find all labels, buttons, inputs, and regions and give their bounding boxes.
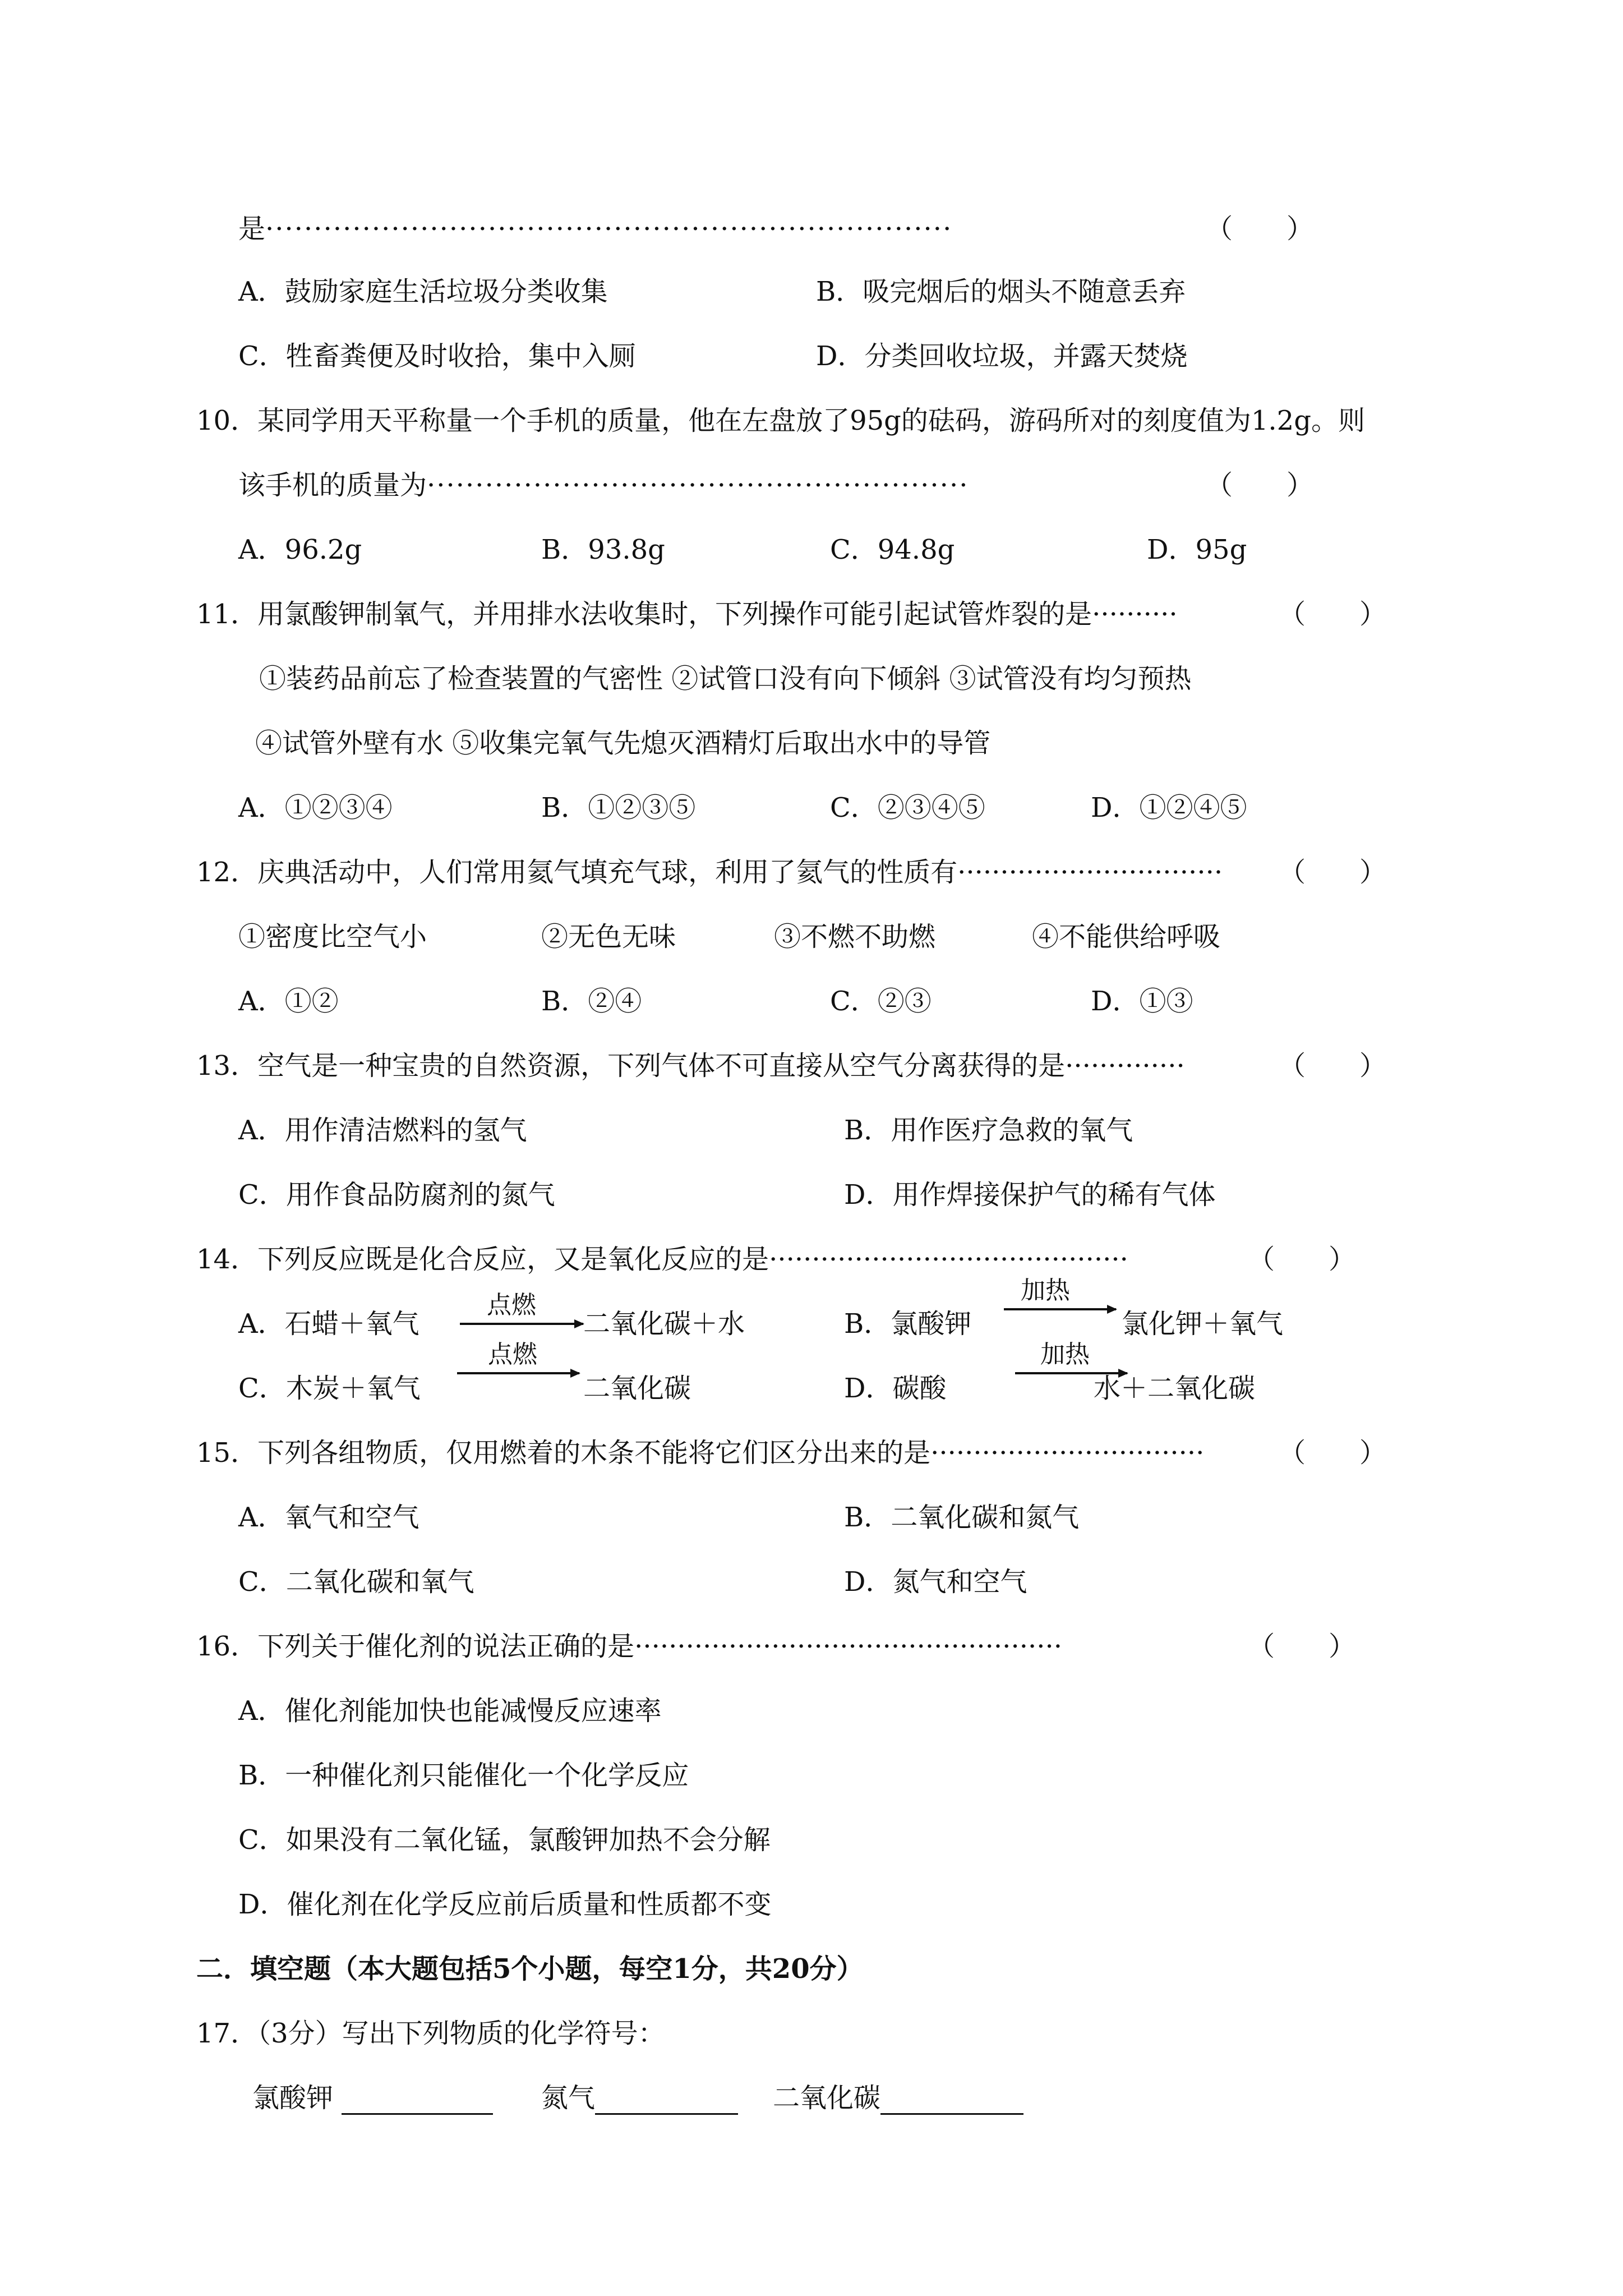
q10-option-c: C．94.8g: [830, 534, 955, 565]
q17-blank-1: [252, 2081, 493, 2115]
q10-stem-line1: 10．某同学用天平称量一个手机的质量，他在左盘放了95g的砝码，游码所对的刻度值为1.2g。则: [196, 405, 1365, 436]
q14-bracket: （ ）: [1248, 1244, 1356, 1275]
q14-a-reactants: 石蜡＋氧气: [284, 1308, 419, 1340]
leader-dots: ························································: [427, 470, 969, 501]
q10-stem-text: 该手机的质量为: [238, 470, 427, 501]
q11-option-c: C．②③④⑤: [830, 792, 985, 823]
q10-option-d: D．95g: [1147, 534, 1247, 565]
q14-c-condition: 点燃: [488, 1340, 537, 1369]
leader-dots: ··········: [1092, 599, 1178, 630]
q17-blank-1-label: 氯酸钾: [252, 2082, 334, 2114]
q11-stem-text: 11．用氯酸钾制氧气，并用排水法收集时，下列操作可能引起试管炸裂的是: [196, 599, 1092, 630]
q17-blank-2: [541, 2081, 738, 2115]
q17-blank-3-label: 二氧化碳: [773, 2082, 881, 2114]
q10-option-a: A．96.2g: [238, 534, 362, 565]
arrow-icon: [457, 1341, 586, 1386]
q14-c-reactants: 木炭＋氧气: [285, 1373, 421, 1404]
q13-option-b: B．用作医疗急救的氧气: [844, 1115, 1133, 1146]
q17-answer-line-2[interactable]: [595, 2085, 738, 2115]
leader-dots: ·······································································: [265, 213, 953, 245]
q17-blank-3: [773, 2081, 1023, 2115]
q12-option-b: B．②④: [541, 986, 642, 1017]
q10-option-b: B．93.8g: [541, 534, 665, 565]
q14-a-products: 二氧化碳＋水: [583, 1308, 745, 1340]
q15-option-a: A．氧气和空气: [238, 1502, 419, 1533]
q9-option-b: B．吸完烟后的烟头不随意丢弃: [816, 276, 1186, 307]
q15-stem-text: 15．下列各组物质，仅用燃着的木条不能将它们区分出来的是: [196, 1437, 931, 1469]
q9-option-c: C．牲畜粪便及时收拾，集中入厕: [238, 341, 636, 372]
q14-c-label: C．: [238, 1373, 286, 1404]
q10-bracket: （ ）: [1206, 470, 1314, 501]
q14-option-d: [844, 1372, 947, 1405]
q16-bracket: （ ）: [1248, 1631, 1356, 1662]
q12-bracket: （ ）: [1279, 857, 1387, 888]
q13-option-a: A．用作清洁燃料的氢气: [238, 1115, 527, 1146]
q15-option-c: C．二氧化碳和氧气: [238, 1566, 474, 1598]
q15-stem: [196, 1436, 1204, 1470]
q12-stem: [196, 855, 1223, 889]
q14-d-condition: 加热: [1040, 1340, 1090, 1369]
q14-stem: [196, 1243, 1128, 1276]
q16-option-d: D．催化剂在化学反应前后质量和性质都不变: [238, 1889, 772, 1920]
q13-bracket: （ ）: [1279, 1050, 1387, 1082]
q12-option-c: C．②③: [830, 986, 932, 1017]
q11-option-b: B．①②③⑤: [541, 792, 696, 823]
q14-option-c: [238, 1372, 421, 1405]
q17-stem: 17．（3分）写出下列物质的化学符号：: [196, 2018, 665, 2049]
q13-option-d: D．用作焊接保护气的稀有气体: [844, 1179, 1216, 1211]
q14-a-condition: 点燃: [487, 1291, 536, 1319]
q12-prop-3: ③不燃不助燃: [774, 921, 936, 953]
q12-prop-1: ①密度比空气小: [238, 921, 427, 953]
q11-bracket: （ ）: [1279, 599, 1387, 630]
q14-b-condition: 加热: [1021, 1276, 1070, 1305]
q14-d-products: 水＋二氧化碳: [1094, 1373, 1256, 1404]
q14-b-products: 氯化钾＋氧气: [1122, 1308, 1284, 1340]
section2-title: 二．填空题（本大题包括5个小题，每空1分，共20分）: [196, 1953, 864, 1985]
q14-b-reactants: 氯酸钾: [891, 1308, 972, 1340]
leader-dots: ··············: [1065, 1050, 1185, 1082]
q17-answer-line-3[interactable]: [880, 2085, 1023, 2115]
q14-b-label: B．: [844, 1308, 891, 1340]
q12-option-d: D．①③: [1091, 986, 1193, 1017]
q14-c-products: 二氧化碳: [583, 1373, 691, 1404]
leader-dots: ·······························: [957, 857, 1223, 888]
q13-stem: [196, 1049, 1185, 1083]
leader-dots: ··················································: [634, 1631, 1062, 1662]
q16-option-a: A．催化剂能加快也能减慢反应速率: [238, 1695, 662, 1727]
q17-blank-2-label: 氮气: [541, 2082, 596, 2114]
q11-items-line2: ④试管外壁有水 ⑤收集完氧气先熄灭酒精灯后取出水中的导管: [255, 728, 991, 759]
q14-stem-text: 14．下列反应既是化合反应，又是氧化反应的是: [196, 1244, 769, 1275]
q9-option-d: D．分类回收垃圾，并露天焚烧: [816, 341, 1188, 372]
q9-stem-text: 是: [238, 213, 266, 245]
q16-stem: [196, 1630, 1062, 1663]
leader-dots: ································: [930, 1437, 1205, 1469]
q14-option-b: [844, 1307, 971, 1341]
q16-option-b: B．一种催化剂只能催化一个化学反应: [238, 1760, 689, 1791]
q14-option-a: [238, 1307, 419, 1341]
q9-option-a: A．鼓励家庭生活垃圾分类收集: [238, 276, 608, 307]
q12-stem-text: 12．庆典活动中，人们常用氦气填充气球，利用了氦气的性质有: [196, 857, 958, 888]
leader-dots: ··········································: [769, 1244, 1128, 1275]
q11-items-line1: ①装药品前忘了检查装置的气密性 ②试管口没有向下倾斜 ③试管没有均匀预热: [259, 663, 1192, 694]
q14-a-label: A．: [238, 1308, 285, 1340]
arrow-icon: [460, 1291, 589, 1336]
q11-stem: [196, 597, 1178, 631]
q15-option-b: B．二氧化碳和氮气: [844, 1502, 1080, 1533]
q12-prop-4: ④不能供给呼吸: [1032, 921, 1221, 953]
q9-bracket: （ ）: [1206, 213, 1314, 245]
q14-d-label: D．: [844, 1373, 893, 1404]
q9-stem-tail: [238, 212, 952, 246]
q16-option-c: C．如果没有二氧化锰，氯酸钾加热不会分解: [238, 1824, 771, 1856]
q17-answer-line-1[interactable]: [342, 2085, 493, 2115]
q12-option-a: A．①②: [238, 986, 339, 1017]
q11-option-a: A．①②③④: [238, 792, 393, 823]
q15-option-d: D．氮气和空气: [844, 1566, 1027, 1598]
q13-option-c: C．用作食品防腐剂的氮气: [238, 1179, 555, 1211]
q13-stem-text: 13．空气是一种宝贵的自然资源，下列气体不可直接从空气分离获得的是: [196, 1050, 1066, 1082]
arrow-icon: [1004, 1277, 1133, 1322]
q10-stem-line2: [238, 468, 969, 502]
q16-stem-text: 16．下列关于催化剂的说法正确的是: [196, 1631, 635, 1662]
q14-d-reactants: 碳酸: [892, 1373, 947, 1404]
q15-bracket: （ ）: [1279, 1437, 1387, 1469]
q12-prop-2: ②无色无味: [541, 921, 676, 953]
q11-option-d: D．①②④⑤: [1091, 792, 1247, 823]
